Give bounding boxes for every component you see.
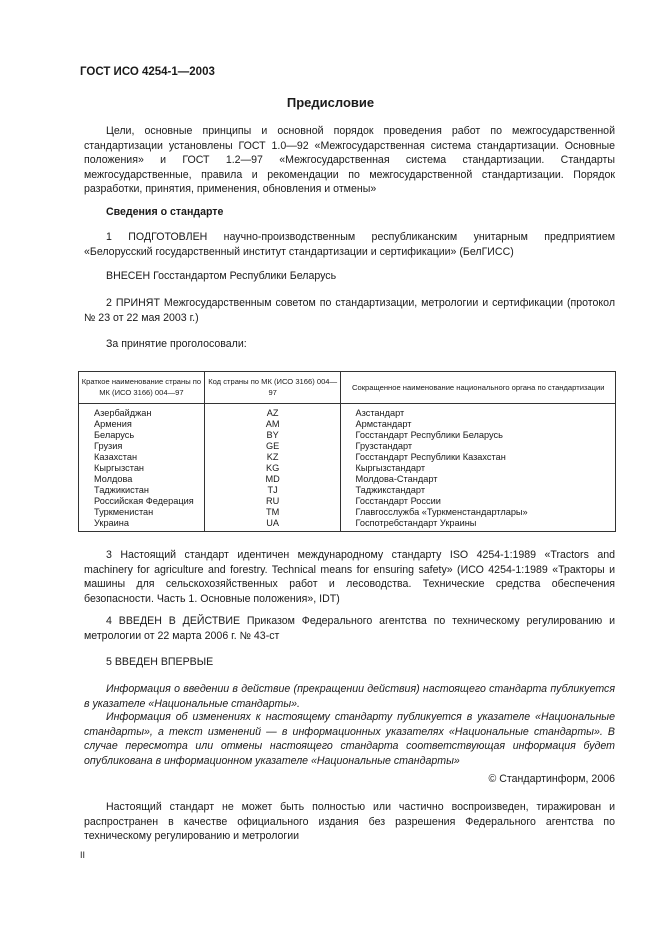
item-1-prepared: 1 ПОДГОТОВЛЕН научно-производственным республиканским унитарным предприятием «Белорусский государственный институт стандартизации и сертификации» (БелГИСС): [84, 231, 615, 258]
table-row: [79, 463, 616, 474]
body-cell: Госстандарт России: [341, 496, 616, 507]
body-cell: Армстандарт: [341, 419, 616, 430]
header-country: Краткое наименование страны по МК (ИСО 3166) 004—97: [79, 372, 205, 404]
intro-paragraph: Цели, основные принципы и основной порядок проведения работ по межгосударственной стандартизации установлены ГОСТ 1.0—92 «Межгосударственная система стандартизации. Основные положения» и ГОСТ 1.2—97 «Межгосударственная система стандартизации. Стандарты межгосударственные, правила и рекомендации по межгосударственной стандартизации. Порядок разработки, принятия, применения, обновления и отмены»: [84, 125, 615, 196]
country-cell: Российская Федерация: [79, 496, 205, 507]
country-cell: Таджикистан: [79, 485, 205, 496]
code-cell: AM: [204, 419, 341, 430]
code-cell: TJ: [204, 485, 341, 496]
country-cell: Молдова: [79, 474, 205, 485]
table-row: [79, 419, 616, 430]
header-code: Код страны по МК (ИСО 3166) 004—97: [204, 372, 341, 404]
item-3-identical: 3 Настоящий стандарт идентичен международному стандарту ISO 4254-1:1989 «Tractors and machinery for agriculture and forestry. Technical means for ensuring safety» (ИСО 4254-1:1989 «Тракторы и машины для сельскохозяйственных работ и лесоводства. Технические средства обеспечения безопасности. Часть 1. Основные положения», IDT): [84, 549, 615, 605]
body-cell: Таджикстандарт: [341, 485, 616, 496]
voting-table: [78, 371, 616, 532]
table-row: [79, 496, 616, 507]
code-cell: UA: [204, 518, 341, 532]
introduced-by: ВНЕСЕН Госстандартом Республики Беларусь: [106, 270, 337, 282]
info-heading: Сведения о стандарте: [106, 206, 224, 218]
country-cell: Украина: [79, 518, 205, 532]
page-number: II: [80, 850, 86, 860]
code-cell: GE: [204, 441, 341, 452]
code-cell: KG: [204, 463, 341, 474]
body-cell: Госстандарт Республики Казахстан: [341, 452, 616, 463]
table-row: [79, 404, 616, 420]
table-row: [79, 441, 616, 452]
document-header: ГОСТ ИСО 4254-1—2003: [80, 66, 215, 78]
body-cell: Главгосслужба «Туркменстандартлары»: [341, 507, 616, 518]
code-cell: MD: [204, 474, 341, 485]
table-row: [79, 474, 616, 485]
country-cell: Армения: [79, 419, 205, 430]
reproduction-notice: Настоящий стандарт не может быть полностью или частично воспроизведен, тиражирован и распространен в качестве официального издания без разрешения Федерального агентства по техническому регулированию и метрологии: [84, 801, 615, 843]
table-header-row: [79, 372, 616, 404]
country-cell: Грузия: [79, 441, 205, 452]
notice-introduction: Информация о введении в действие (прекращении действия) настоящего стандарта публикуется в указателе «Национальные стандарты».: [84, 683, 615, 710]
item-5-first-time: 5 ВВЕДЕН ВПЕРВЫЕ: [106, 656, 214, 668]
country-cell: Кыргызстан: [79, 463, 205, 474]
code-cell: KZ: [204, 452, 341, 463]
body-cell: Молдова-Стандарт: [341, 474, 616, 485]
item-4-enacted: 4 ВВЕДЕН В ДЕЙСТВИЕ Приказом Федерального агентства по техническому регулированию и метрологии от 22 марта 2006 г. № 43-ст: [84, 615, 615, 642]
header-body: Сокращенное наименование национального органа по стандартизации: [341, 372, 616, 404]
country-cell: Казахстан: [79, 452, 205, 463]
code-cell: AZ: [204, 404, 341, 420]
table-row: [79, 452, 616, 463]
table-row: [79, 485, 616, 496]
code-cell: BY: [204, 430, 341, 441]
body-cell: Грузстандарт: [341, 441, 616, 452]
body-cell: Кыргызстандарт: [341, 463, 616, 474]
country-cell: Азербайджан: [79, 404, 205, 420]
body-cell: Госстандарт Республики Беларусь: [341, 430, 616, 441]
copyright-notice: © Стандартинформ, 2006: [488, 773, 615, 785]
country-cell: Беларусь: [79, 430, 205, 441]
code-cell: RU: [204, 496, 341, 507]
table-row: [79, 518, 616, 532]
item-2-adopted: 2 ПРИНЯТ Межгосударственным советом по стандартизации, метрологии и сертификации (протокол № 23 от 22 мая 2003 г.): [84, 297, 615, 324]
table-row: [79, 430, 616, 441]
page-title: Предисловие: [286, 95, 375, 110]
table-row: [79, 507, 616, 518]
body-cell: Госпотребстандарт Украины: [341, 518, 616, 532]
code-cell: TM: [204, 507, 341, 518]
country-cell: Туркменистан: [79, 507, 205, 518]
notice-changes: Информация об изменениях к настоящему стандарту публикуется в указателе «Национальные стандарты», а текст изменений — в информационных указателях «Национальные стандарты». В случае пересмотра или отмены настоящего стандарта соответствующая информация будет опубликована в информационном указателе «Национальные стандарты»: [84, 711, 615, 767]
voted-label: За принятие проголосовали:: [106, 338, 247, 350]
body-cell: Азстандарт: [341, 404, 616, 420]
